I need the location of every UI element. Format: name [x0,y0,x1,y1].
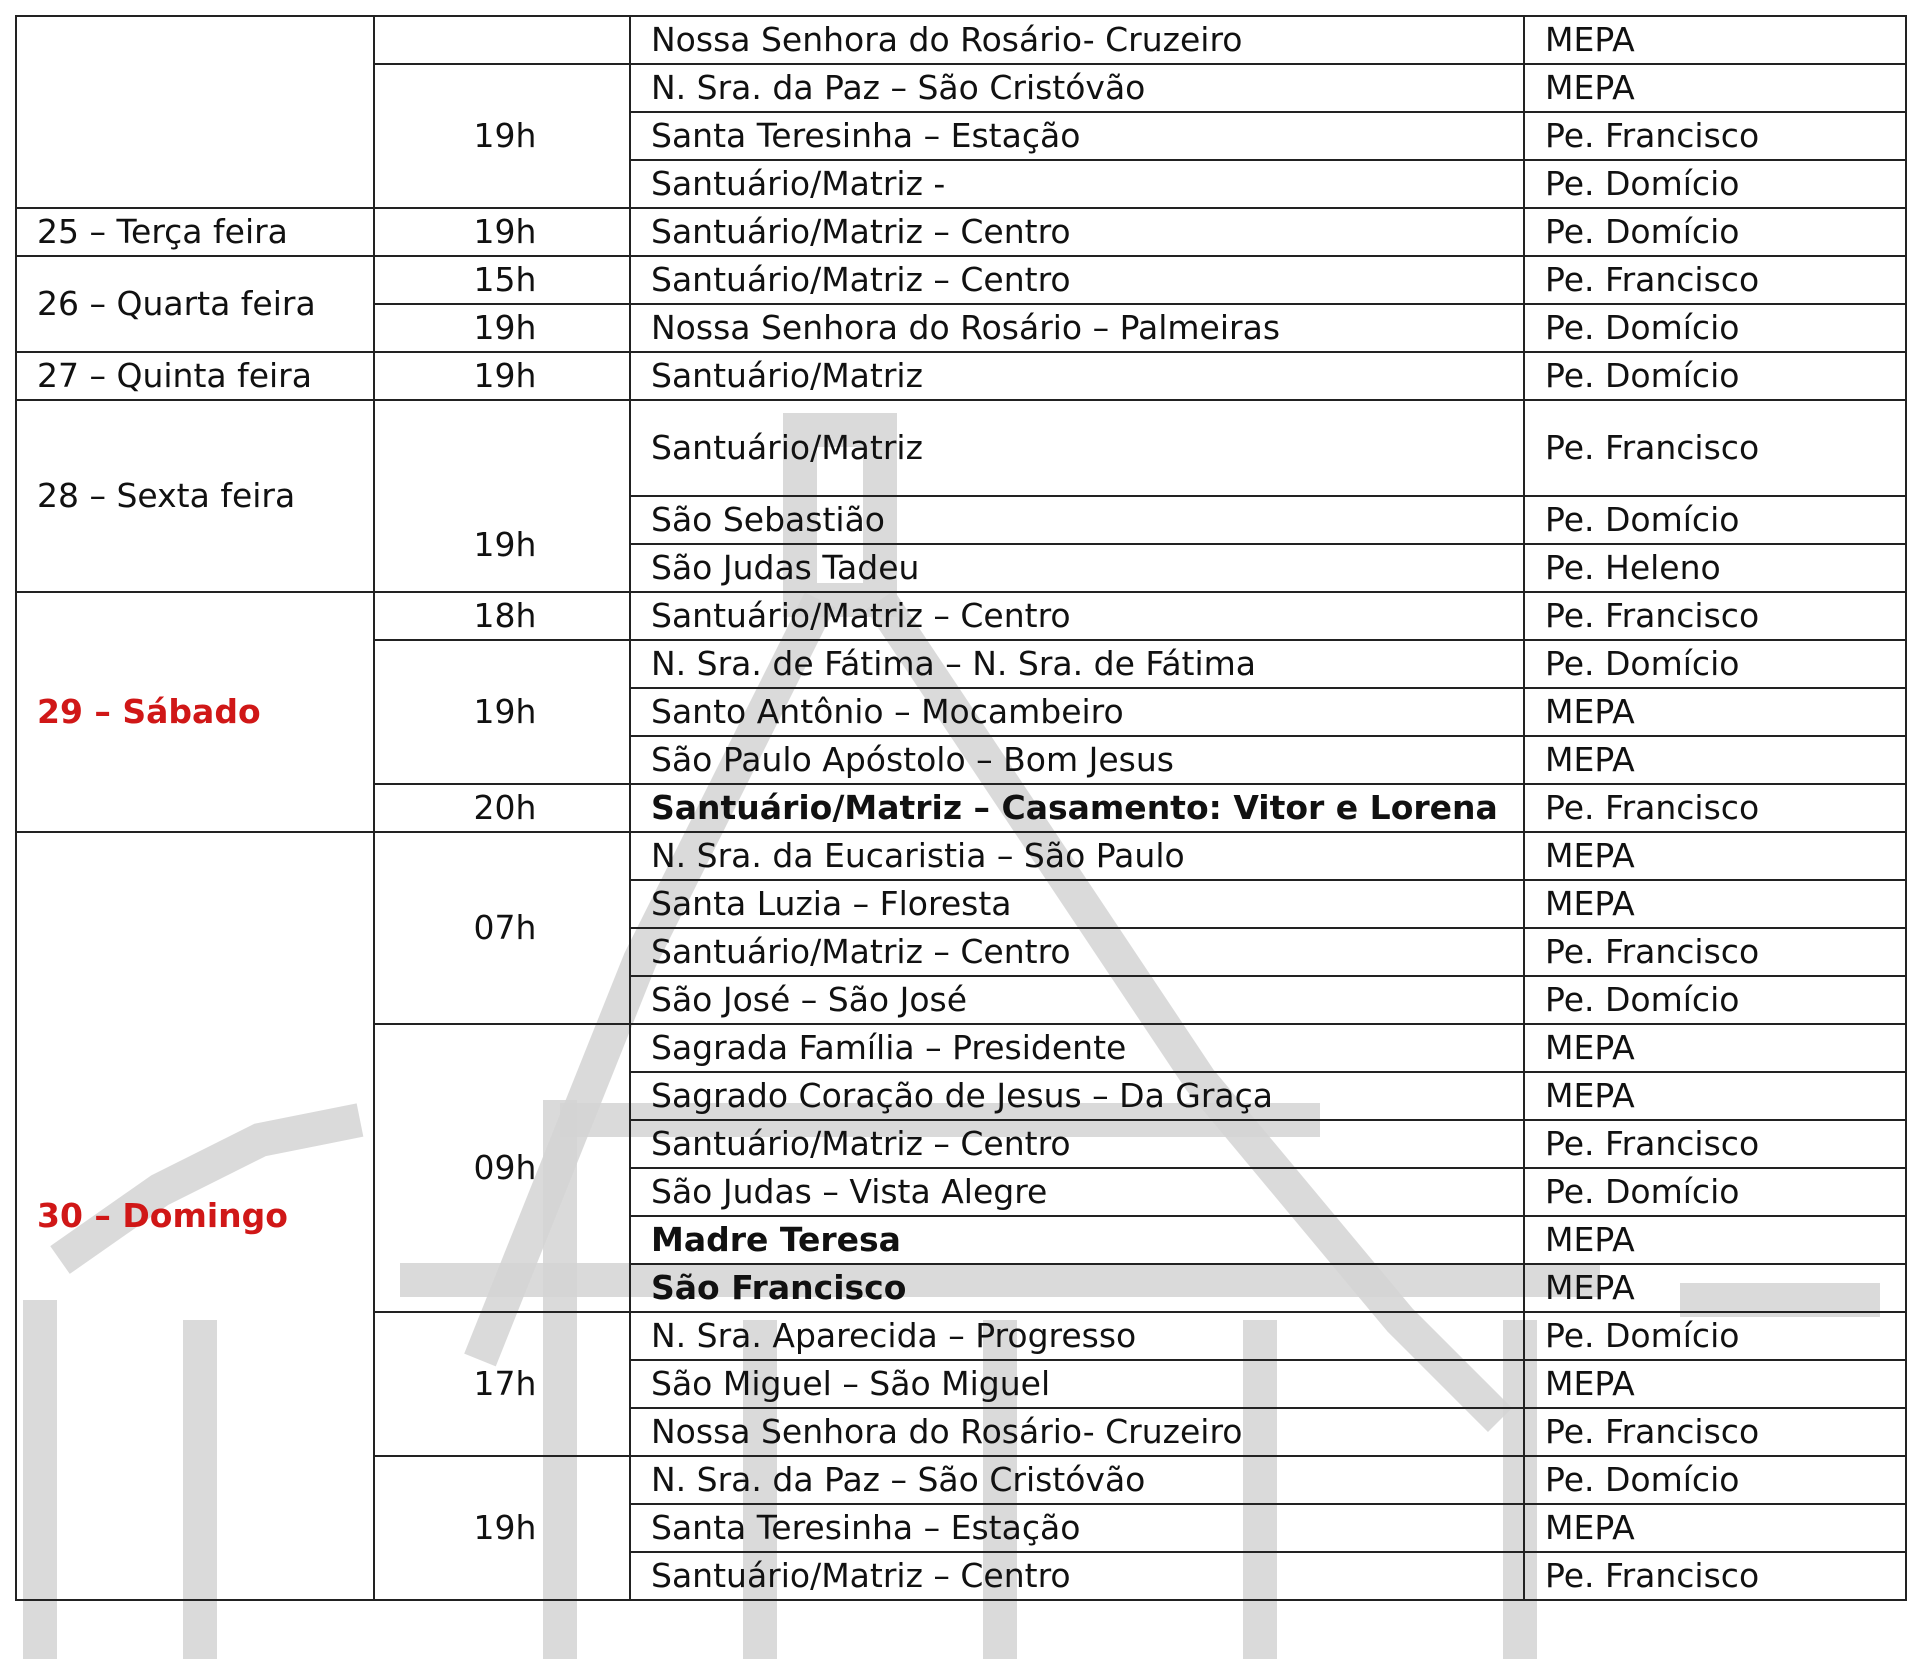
celebrant-cell: Pe. Domício [1524,352,1906,400]
celebrant-cell: MEPA [1524,1504,1906,1552]
celebrant-cell: Pe. Francisco [1524,400,1906,496]
celebrant-cell: Pe. Francisco [1524,256,1906,304]
celebrant-cell: MEPA [1524,1216,1906,1264]
place-cell: Santuário/Matriz – Centro [630,1552,1524,1600]
time-cell: 18h [374,592,630,640]
celebrant-cell: Pe. Domício [1524,1168,1906,1216]
place-cell: Santo Antônio – Mocambeiro [630,688,1524,736]
day-cell: 28 – Sexta feira [16,400,374,592]
celebrant-cell: MEPA [1524,1072,1906,1120]
day-cell: 26 – Quarta feira [16,256,374,352]
day-cell: 27 – Quinta feira [16,352,374,400]
celebrant-cell: Pe. Domício [1524,1312,1906,1360]
place-cell: São Sebastião [630,496,1524,544]
time-cell: 19h [374,400,630,592]
day-cell: 25 – Terça feira [16,208,374,256]
place-cell: Madre Teresa [630,1216,1524,1264]
place-cell: Santuário/Matriz – Casamento: Vitor e Lorena [630,784,1524,832]
table-row [16,592,1906,640]
place-cell: Santa Luzia – Floresta [630,880,1524,928]
place-cell: Sagrada Família – Presidente [630,1024,1524,1072]
place-cell: São José – São José [630,976,1524,1024]
celebrant-cell: Pe. Domício [1524,1456,1906,1504]
table-row [16,352,1906,400]
place-cell: Santuário/Matriz [630,400,1524,496]
time-cell [374,16,630,64]
place-cell: São Miguel – São Miguel [630,1360,1524,1408]
place-cell: N. Sra. da Eucaristia – São Paulo [630,832,1524,880]
celebrant-cell: Pe. Francisco [1524,592,1906,640]
time-cell: 19h [374,208,630,256]
celebrant-cell: Pe. Domício [1524,496,1906,544]
place-cell: Santuário/Matriz - [630,160,1524,208]
place-cell: São Judas – Vista Alegre [630,1168,1524,1216]
place-cell: Santuário/Matriz – Centro [630,1120,1524,1168]
celebrant-cell: MEPA [1524,16,1906,64]
place-cell: Sagrado Coração de Jesus – Da Graça [630,1072,1524,1120]
place-cell: São Judas Tadeu [630,544,1524,592]
place-cell: N. Sra. da Paz – São Cristóvão [630,1456,1524,1504]
celebrant-cell: Pe. Domício [1524,640,1906,688]
celebrant-cell: MEPA [1524,1024,1906,1072]
place-cell: Santuário/Matriz [630,352,1524,400]
celebrant-cell: Pe. Francisco [1524,1552,1906,1600]
day-cell-empty [16,16,374,208]
celebrant-cell: Pe. Heleno [1524,544,1906,592]
time-cell: 19h [374,352,630,400]
time-cell: 07h [374,832,630,1024]
celebrant-cell: Pe. Domício [1524,976,1906,1024]
table-row [16,208,1906,256]
celebrant-cell: MEPA [1524,880,1906,928]
celebrant-cell: Pe. Francisco [1524,112,1906,160]
place-cell: Nossa Senhora do Rosário – Palmeiras [630,304,1524,352]
place-cell: N. Sra. Aparecida – Progresso [630,1312,1524,1360]
place-cell: Nossa Senhora do Rosário- Cruzeiro [630,16,1524,64]
time-cell: 19h [374,1456,630,1600]
time-cell: 15h [374,256,630,304]
celebrant-cell: Pe. Francisco [1524,784,1906,832]
celebrant-cell: MEPA [1524,832,1906,880]
mass-schedule-table [15,15,1907,1601]
place-cell: Santuário/Matriz – Centro [630,208,1524,256]
celebrant-cell: MEPA [1524,688,1906,736]
time-cell: 09h [374,1024,630,1312]
time-cell: 17h [374,1312,630,1456]
table-row [16,256,1906,304]
place-cell: São Paulo Apóstolo – Bom Jesus [630,736,1524,784]
time-cell: 19h [374,64,630,208]
place-cell: N. Sra. da Paz – São Cristóvão [630,64,1524,112]
celebrant-cell: MEPA [1524,1264,1906,1312]
place-cell: Nossa Senhora do Rosário- Cruzeiro [630,1408,1524,1456]
celebrant-cell: Pe. Domício [1524,160,1906,208]
place-cell: Santa Teresinha – Estação [630,1504,1524,1552]
table-row [16,400,1906,496]
celebrant-cell: Pe. Domício [1524,304,1906,352]
place-cell: São Francisco [630,1264,1524,1312]
table-row [16,832,1906,880]
celebrant-cell: MEPA [1524,736,1906,784]
place-cell: Santuário/Matriz – Centro [630,592,1524,640]
celebrant-cell: Pe. Francisco [1524,1408,1906,1456]
celebrant-cell: Pe. Francisco [1524,928,1906,976]
day-cell-highlight: 30 – Domingo [16,832,374,1600]
time-cell: 19h [374,640,630,784]
place-cell: N. Sra. de Fátima – N. Sra. de Fátima [630,640,1524,688]
celebrant-cell: Pe. Domício [1524,208,1906,256]
day-cell-highlight: 29 – Sábado [16,592,374,832]
table-row [16,16,1906,64]
place-cell: Santa Teresinha – Estação [630,112,1524,160]
celebrant-cell: Pe. Francisco [1524,1120,1906,1168]
time-cell: 19h [374,304,630,352]
time-cell: 20h [374,784,630,832]
celebrant-cell: MEPA [1524,1360,1906,1408]
celebrant-cell: MEPA [1524,64,1906,112]
place-cell: Santuário/Matriz – Centro [630,928,1524,976]
place-cell: Santuário/Matriz – Centro [630,256,1524,304]
